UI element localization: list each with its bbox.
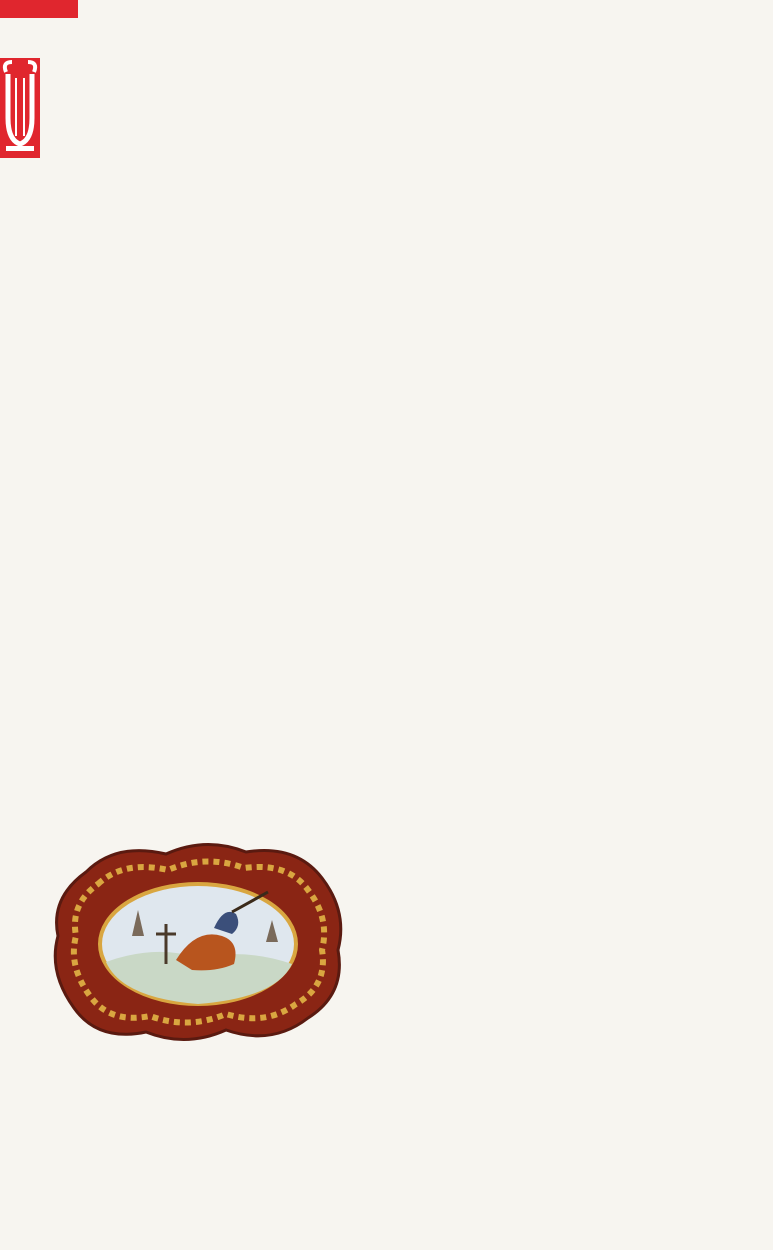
- header-color-bar: [0, 0, 78, 18]
- lyre-icon: [0, 58, 40, 158]
- don-quixote-plate-illustration: [46, 832, 350, 1052]
